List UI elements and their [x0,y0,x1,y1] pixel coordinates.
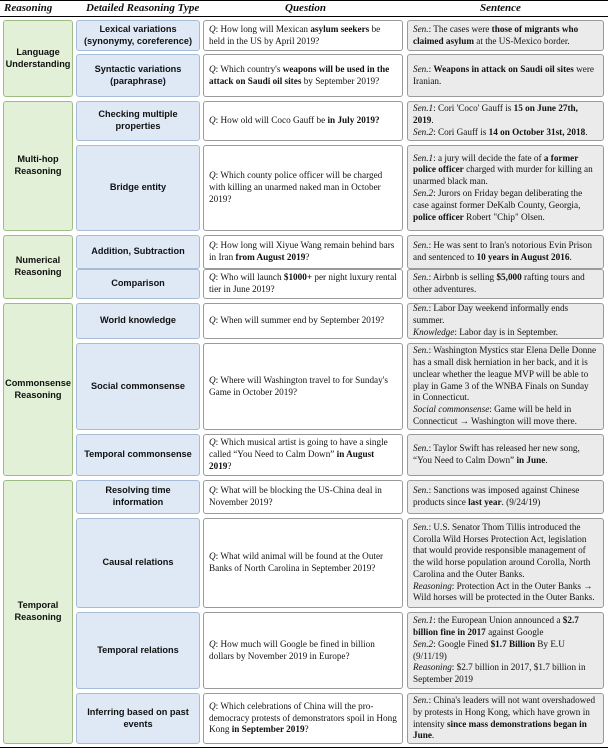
text-run: charged with murder for killing an unarmed black man. [413,164,593,187]
sentence-line [413,303,598,327]
text-run: : Cori Gauff is [433,126,489,137]
text-run: : Which country's [215,63,283,74]
sentence-cell [407,54,604,97]
question-cell [203,101,403,141]
sentence-line [413,272,598,296]
text-run: Reasoning [413,662,452,673]
sentence-cell [407,235,604,269]
text-run: last year [468,497,502,507]
sentence-cell [407,693,604,744]
sentence-cell [407,612,604,689]
text-run: By E.U (9/11/19) [413,638,565,661]
text-run: Q [209,374,216,385]
text-run: : [428,63,434,74]
text-run: Sen. [413,240,429,251]
text-run: Sen. [413,345,429,356]
question-cell [203,54,403,97]
group-temporal-reasoning: Temporal Reasoning [3,480,73,744]
group-language-understanding: Language Understanding [3,20,73,97]
text-run: asylum seekers [310,23,370,34]
text-run: in August 2019 [209,449,375,471]
text-run: since mass demonstrations began in June [413,718,587,741]
sentence-line [413,24,598,48]
reasoning-type-label: Resolving time information [76,480,200,514]
reasoning-type-label: Syntactic variations (paraphrase) [76,54,200,97]
reasoning-type-label: Bridge entity [76,145,200,231]
text-run: : $2.7 billion in 2017, $1.7 billion in September 2019 [413,662,586,685]
text-run: : Jurors on Friday began deliberating the case against former DeKalb County, Georgia, [413,188,583,210]
text-run: . [431,730,435,741]
text-run: be held in the US by April 2019? [209,23,381,46]
text-run: : Which musical artist is going to have a single called “You Need to Calm Down” [209,437,388,460]
text-run: Sen.1 [413,615,434,626]
text-run: Sen. [413,521,429,532]
text-run: Q [209,115,216,126]
text-run: : Who will launch [215,272,284,283]
text-run: Knowledge [413,326,455,337]
sentence-cell [407,343,604,430]
text-run: Sen. [413,694,429,705]
text-run: : Washington Mystics star Elena Delle Donne has a small disk herniation in her back, and it is unclear whether the league MVP will be able to play in Game 3 of the WNBA Finals on Sunday in Connecticut. [413,345,597,403]
text-run: police officer [413,211,464,222]
group-multi-hop-reasoning: Multi-hop Reasoning [3,101,73,231]
text-run: : Game will be held in Connecticut → Washington will move there. [413,404,577,426]
question-cell [203,303,403,339]
text-run: Sen.1 [413,152,434,163]
text-run: Sen. [413,485,429,496]
question-cell [203,145,403,231]
text-run: . [431,115,434,126]
reasoning-type-label: Comparison [76,269,200,299]
text-run: : The cases were [428,23,492,34]
reasoning-type-label: Addition, Subtraction [76,235,200,269]
sentence-line [413,127,598,139]
sentence-cell [407,434,604,476]
sentence-line [413,345,598,404]
text-run: : the European Union announced a [433,615,563,626]
text-run: Q [209,63,216,74]
text-run: 15 on June 27th, 2019 [413,103,578,126]
sentence-line [413,615,598,639]
text-run: those of migrants who claimed asylum [413,23,579,46]
header-detailed-type: Detailed Reasoning Type [86,2,200,14]
text-run: 10 years in August 2016 [476,252,570,262]
text-run: : How long will Xiyue Wang remain behind bars in Iran [209,240,395,262]
sentence-line [413,404,598,428]
sentence-cell [407,269,604,299]
text-run: : He was sent to Iran's notorious Evin Prison and sentenced to [413,240,593,262]
question-cell [203,20,403,51]
text-run: : Taylor Swift has released her new song, “You Need to Calm Down” [413,443,580,465]
sentence-line [413,64,598,88]
text-run: : How much will Google be fined in billion dollars by November 2019 in Europe? [209,638,375,661]
question-cell [203,235,403,269]
text-run: : Where will Washington travel to for Sunday's Game in October 2019? [209,374,388,397]
text-run: per night luxury rental tier in June 2019? [209,272,397,294]
text-run: : U.S. Senator Thom Tillis introduced the Corolla Wild Horses Protection Act, legislation that would provide responsible management of the wild horse population around Corolla, North Carolina and the Outer Banks. [413,521,591,579]
sentence-line [413,327,598,339]
sentence-line [413,522,598,581]
text-run: : Labor day is in September. [454,326,558,337]
text-run: : China's leaders will not want overshadowed by protests in Hong Kong, which have grown in intensity [413,694,596,729]
reasoning-type-label: Lexical variations (synonymy, coreference) [76,20,200,51]
text-run: Sen. [413,443,429,454]
text-run: by September 2019? [301,75,380,86]
text-run: Q [209,700,216,711]
text-run: rafting tours and other adventures. [413,272,585,294]
text-run: : Labor Day weekend informally ends summer. [413,303,569,326]
reasoning-type-label: Temporal relations [76,612,200,689]
reasoning-type-label: World knowledge [76,303,200,339]
question-cell [203,518,403,608]
text-run: against Google [485,626,544,637]
text-run: : What will be blocking the US-China deal in November 2019? [209,485,382,507]
sentence-cell [407,480,604,514]
text-run: Sen.1 [413,103,434,114]
text-run: : Cori 'Coco' Gauff is [433,103,514,114]
text-run: Sen. [413,303,429,314]
text-run: Q [209,315,216,326]
sentence-line [413,639,598,663]
text-run: : How old will Coco Gauff be [215,115,328,126]
text-run: : Which county police officer will be charged with killing an unarmed naked man in October 2019? [209,170,383,204]
header-sentence: Sentence [480,2,521,14]
sentence-cell [407,518,604,608]
text-run: from August 2019 [235,252,306,262]
text-run: in June [516,455,546,465]
text-run: . [569,252,572,262]
text-run: Social commonsense [413,404,490,415]
text-run: at the US-Mexico border. [474,35,570,46]
text-run: 14 on October 31st, 2018 [488,126,586,137]
question-cell [203,434,403,476]
sentence-cell [407,20,604,51]
reasoning-type-label: Inferring based on past events [76,693,200,744]
sentence-cell [407,303,604,339]
sentence-cell [407,101,604,141]
text-run: Robert "Chip" Olsen. [463,211,545,222]
text-run: in September 2019 [231,724,305,735]
text-run: weapons will be used in the attack on Saudi oil sites [209,63,390,86]
text-run: . [585,126,588,137]
text-run: a former police officer [413,152,579,175]
sentence-line [413,103,598,127]
text-run: $2.7 billion fine in 2017 [413,615,579,637]
text-run: Q [209,437,216,448]
header-rule [0,16,608,17]
sentence-line [413,240,598,264]
sentence-line [413,443,598,467]
text-run: $1000+ [283,272,313,283]
text-run: Q [209,170,216,181]
question-cell [203,612,403,689]
text-run: Sen.2 [413,126,434,137]
sentence-line [413,153,598,188]
text-run: ? [305,252,310,262]
reasoning-type-label: Temporal commonsense [76,434,200,476]
text-run: : When will summer end by September 2019? [215,315,385,326]
text-run: were Iranian. [413,63,594,86]
header-question: Question [285,2,326,14]
text-run: ? [304,724,309,735]
sentence-cell [407,145,604,231]
question-cell [203,343,403,430]
sentence-line [413,485,598,509]
text-run: : Google Fined [433,638,491,649]
text-run: in July 2019? [327,115,380,126]
question-cell [203,269,403,299]
text-run: . (9/24/19) [501,497,541,507]
text-run: Weapons in attack on Saudi oil sites [433,63,574,74]
text-run: : Protection Act in the Outer Banks → Wild horses will be protected in the Outer Banks. [413,580,595,603]
top-rule [0,0,608,1]
text-run: : Airbnb is selling [428,272,497,283]
text-run: $5,000 [496,272,522,283]
text-run: Sen.2 [413,638,434,649]
text-run: ? [227,460,232,471]
text-run: Q [209,485,216,496]
text-run: : Sanctions was imposed against Chinese products since [413,485,580,507]
text-run: Sen.2 [413,188,434,198]
text-run: Sen. [413,23,429,34]
text-run: : How long will Mexican [215,23,311,34]
reasoning-type-label: Causal relations [76,518,200,608]
text-run: . [545,455,548,465]
text-run: Q [209,551,216,562]
sentence-line [413,695,598,742]
text-run: Q [209,23,216,34]
header-reasoning: Reasoning [4,2,53,14]
reasoning-type-label: Social commonsense [76,343,200,430]
text-run: : a jury will decide the fate of [433,152,544,163]
text-run: Sen. [413,272,429,283]
text-run: Reasoning [413,580,452,591]
text-run: Q [209,240,216,251]
text-run: : Which celebrations of China will the pro-democracy protests of demonstrators spoil in Hong Kong [209,700,397,735]
group-numerical-reasoning: Numerical Reasoning [3,235,73,299]
sentence-line [413,188,598,223]
sentence-line [413,581,598,605]
group-commonsense-reasoning: Commonsense Reasoning [3,303,73,476]
reasoning-type-label: Checking multiple properties [76,101,200,141]
text-run: Sen. [413,63,429,74]
text-run: Q [209,638,216,649]
sentence-line [413,662,598,686]
text-run: Q [209,272,216,283]
question-cell [203,693,403,744]
text-run: : What wild animal will be found at the Outer Banks of North Carolina in September 2019? [209,551,384,573]
question-cell [203,480,403,514]
text-run: $1.7 Billion [490,638,535,649]
